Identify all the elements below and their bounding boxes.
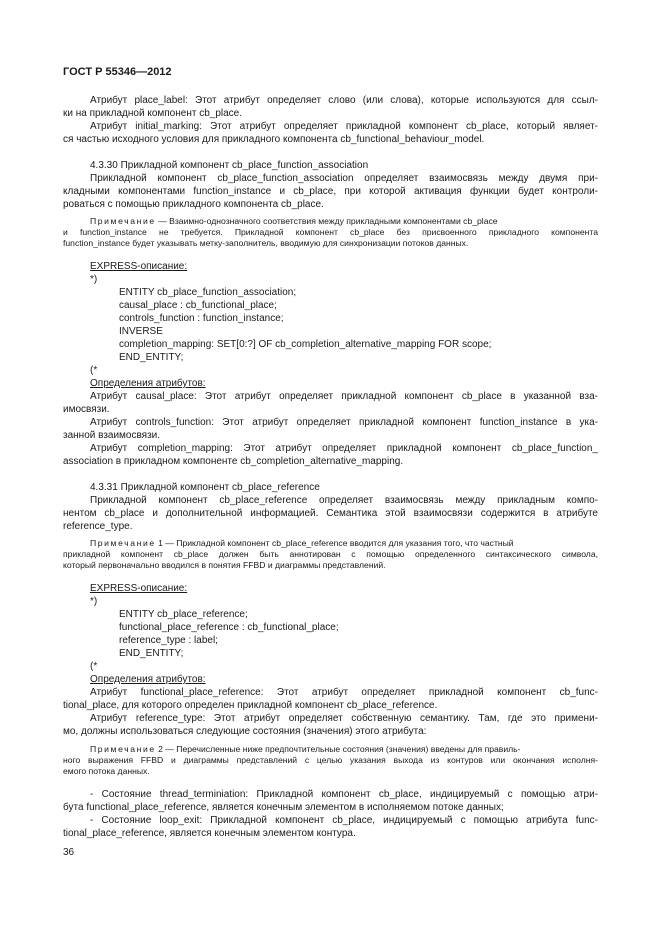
note-label: Примечание: [90, 744, 156, 754]
paragraph-line: мо, должны использоваться следующие состояния (значения) этого атрибута:: [63, 726, 427, 737]
express-code-line: reference_type : label;: [119, 635, 218, 646]
express-comment-open: *): [90, 274, 98, 285]
paragraph-line: Атрибут place_label: Этот атрибут определяет слово (или слова), которые используются для ссыл-: [90, 95, 598, 106]
note-text: 2 — Перечисленные ниже предпочтительные состояния (значения) введены для правиль-: [155, 744, 521, 754]
note-line: [90, 538, 598, 549]
note-line: [90, 744, 598, 755]
list-item-line: - Состояние thread_terminiation: Прикладной компонент cb_place, индицируемый с помощью атри-: [90, 789, 598, 800]
express-code-line: causal_place : cb_functional_place;: [119, 300, 277, 311]
note-label: Примечание: [90, 216, 156, 226]
paragraph-line: Атрибут completion_mapping: Этот атрибут определяет прикладной компонент cb_place_function_: [90, 443, 598, 454]
note-line: [90, 216, 598, 227]
paragraph-line: занной взаимосвязи.: [63, 430, 161, 441]
page-number: 36: [63, 847, 75, 858]
attribute-definitions-title: Определения атрибутов:: [90, 674, 206, 685]
express-code-line: END_ENTITY;: [119, 352, 184, 363]
list-item-line: tional_place_reference, является конечным элементом контура.: [63, 828, 356, 839]
express-code-line: ENTITY cb_place_reference;: [119, 609, 248, 620]
express-comment-open: *): [90, 596, 98, 607]
attribute-definitions-title: Определения атрибутов:: [90, 378, 206, 389]
note-line: прикладной компонент cb_place должен быть аннотирован с помощью определенного синтаксического символа,: [63, 549, 598, 559]
paragraph-line: нентом cb_place и дополнительной информацией. Семантика этой взаимосвязи содержится в атрибуте: [63, 508, 598, 519]
paragraph-line: имосвязи.: [63, 404, 110, 415]
paragraph-line: Прикладной компонент cb_place_function_association определяет взаимосвязь между двумя при-: [90, 173, 598, 184]
note-line: и function_instance не требуется. Прикладной компонент cb_place без присвоенного прикладного компонента: [63, 227, 598, 237]
express-comment-close: (*: [90, 365, 98, 376]
paragraph-line: reference_type.: [63, 521, 133, 532]
note-line: ного выражения FFBD и диаграммы представлений с целью указания выхода из контуров или окончания исполня-: [63, 755, 598, 765]
paragraph-line: Атрибут reference_type: Этот атрибут определяет собственную семантику. Там, где это примени-: [90, 713, 598, 724]
note-label: Примечание: [90, 538, 156, 548]
note-line: емого потока данных.: [63, 766, 150, 776]
list-item-line: - Состояние loop_exit: Прикладной компонент cb_place, индицируемый с помощью атрибута func-: [90, 815, 598, 826]
list-item-line: бута functional_place_reference, является конечным элементом в исполняемом потоке данных;: [63, 802, 504, 813]
note-text: — Взаимно-однозначного соответствия между прикладными компонентами cb_place: [155, 216, 498, 226]
paragraph-line: Прикладной компонент cb_place_reference определяет взаимосвязь между прикладным компо-: [90, 495, 598, 506]
express-code-line: ENTITY cb_place_function_association;: [119, 287, 297, 298]
note-text: 1 — Прикладной компонент cb_place_reference вводится для указания того, что частный: [155, 538, 514, 548]
paragraph-line: Атрибут functional_place_reference: Этот атрибут определяет прикладной компонент cb_func-: [90, 687, 598, 698]
paragraph-line: Атрибут controls_function: Этот атрибут определяет прикладной компонент function_instance в ука-: [90, 417, 598, 428]
paragraph-line: Атрибут causal_place: Этот атрибут определяет прикладной компонент cb_place в указанной вза-: [90, 391, 598, 402]
express-code-line: completion_mapping: SET[0:?] OF cb_completion_alternative_mapping FOR scope;: [119, 339, 492, 350]
paragraph-line: Атрибут initial_marking: Этот атрибут определяет прикладной компонент cb_place, который являет-: [90, 121, 598, 132]
paragraph-line: tional_place, для которого определен прикладной компонент cb_place_reference.: [63, 700, 438, 711]
express-description-title: EXPRESS-описание:: [90, 583, 188, 594]
section-heading-4-3-30: 4.3.30 Прикладной компонент cb_place_function_association: [90, 160, 369, 171]
paragraph-line: ся частью исходного условия для прикладного компонента cb_functional_behaviour_model.: [63, 134, 485, 145]
note-line: который первоначально вводился в понятия FFBD и диаграммы представлений.: [63, 560, 386, 570]
section-heading-4-3-31: 4.3.31 Прикладной компонент cb_place_reference: [90, 482, 320, 493]
paragraph-line: association в прикладном компоненте cb_completion_alternative_mapping.: [63, 456, 404, 467]
paragraph-line: роваться с помощью прикладного компонента cb_place.: [63, 199, 324, 210]
note-line: function_instance будет указывать метку-заполнитель, вводимую для синхронизации потоков данных.: [63, 238, 469, 248]
paragraph-line: ки на прикладной компонент cb_place.: [63, 108, 243, 119]
express-code-line: INVERSE: [119, 326, 163, 337]
express-code-line: END_ENTITY;: [119, 648, 184, 659]
express-code-line: functional_place_reference : cb_functional_place;: [119, 622, 339, 633]
express-comment-close: (*: [90, 661, 98, 672]
paragraph-line: кладными компонентами function_instance и cb_place, при которой активация функции будет контроли-: [63, 186, 598, 197]
express-description-title: EXPRESS-описание:: [90, 261, 188, 272]
express-code-line: controls_function : function_instance;: [119, 313, 284, 324]
standard-code-header: ГОСТ Р 55346—2012: [63, 66, 172, 78]
